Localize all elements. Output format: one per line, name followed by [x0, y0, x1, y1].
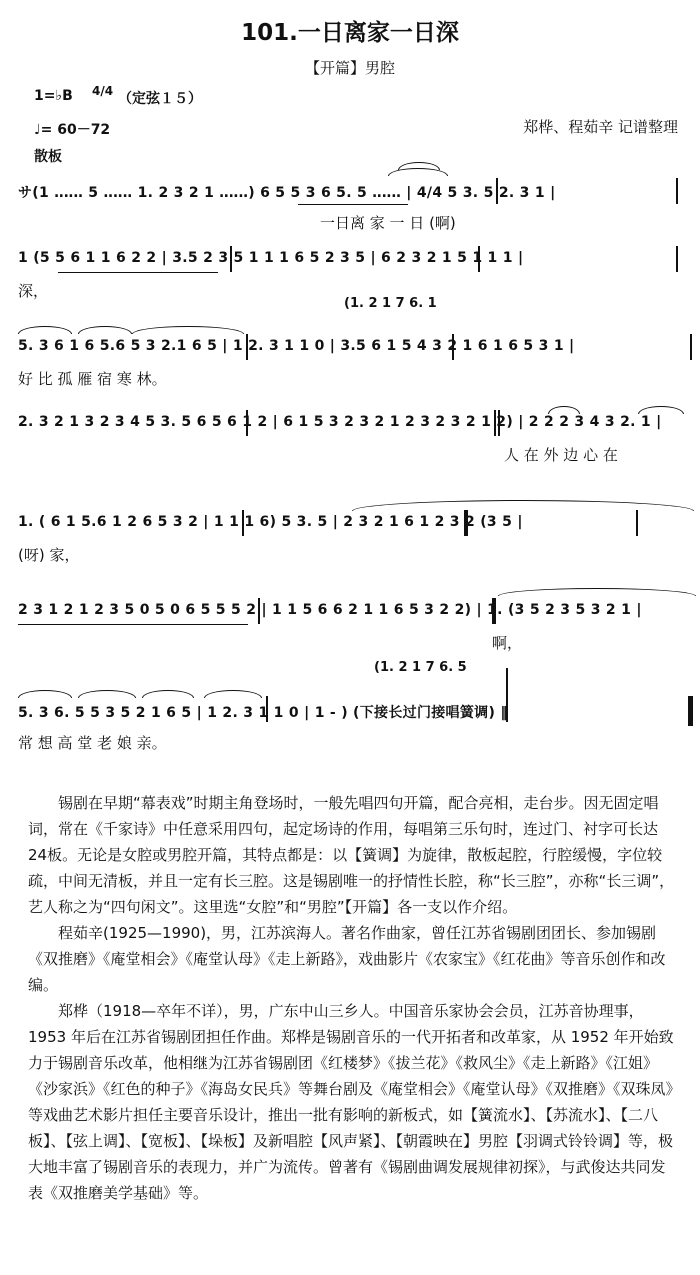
score-notes: 2 3 1 2 1 2 3 5 0 5 0 6 5 5 5 2 | 1 1 5 6 6 2 1 1 6 5 3 2 2) | 1. (3 5 2 3 5 3 2 1 | — [18, 602, 642, 618]
score-lyrics: 深， — [18, 282, 49, 300]
tempo: ♩= 60－72 — [34, 122, 111, 138]
score-notes: 1. ( 6 1 5.6 1 2 6 5 3 2 | 1 1 1 6) 5 3. 5 | 2 3 2 1 6 1 2 3 2 (3 5 | — [18, 514, 523, 530]
mode-label: 散板 — [34, 149, 62, 165]
paragraph-zheng: 郑桦（1918—卒年不详），男，广东中山三乡人。中国音乐家协会会员，江苏音协理事，1953 年后在江苏省锡剧团担任作曲。郑桦是锡剧音乐的一代开拓者和改革家，从 1952 年开始致力于锡剧音乐改革，他相继为江苏省锡剧团《红楼梦》《拔兰花》《救风尘》《走上新路》《江姐》《沙家浜》《红色的种子》《海岛女民兵》等舞台剧及《庵堂相会》《庵堂认母》《双推磨》《双珠凤》等戏曲艺术影片担任主要音乐设计，推出一批有影响的新板式，如【簧流水】、【苏流水】、【二八板】、【弦上调】、【宽板】、【垛板】及新唱腔【风声紧】、【朝霞映在】男腔【羽调式铃铃调】等，极大地丰富了锡剧音乐的表现力，并广为流传。曾著有《锡剧曲调发展规律初探》，与武俊达共同发表《双推磨美学基础》等。 — [28, 1002, 674, 1202]
time-signature: 4/4 — [92, 84, 114, 98]
commentary — [28, 790, 676, 1206]
page-title: 101.一日离家一日深 — [241, 20, 459, 46]
score-line-4 — [8, 396, 692, 484]
score-notes: 2. 3 2 1 3 2 3 4 5 3. 5 6 5 6 1 2 | 6 1 5 3 2 3 2 1 2 3 2 3 2 1 2) | 2 2 2 3 4 3 2. 1 | — [18, 414, 662, 430]
score-notes: 1 (5 5 6 1 1 6 2 2 | 3.5 2 3 5 1 1 1 6 5 2 3 5 | 6 2 3 2 1 5 1 1 1 | — [18, 250, 524, 266]
score-lyrics: (呀) 家， — [18, 546, 80, 564]
score-notes: 5. 3 6. 5 5 3 5 2 1 6 5 | 1 2. 3 1 1 0 | 1 - ) (下接长过门接唱簧调) ‖ — [18, 705, 508, 721]
key-signature: 1=♭B — [34, 88, 73, 104]
score-line-7 — [8, 660, 692, 752]
ossia: (1. 2 1 7 6. 1 — [344, 296, 437, 311]
score-lyrics: 一日离 家 一 日 (啊) — [320, 214, 456, 232]
score-lyrics: 啊， — [492, 634, 523, 652]
score-line-5 — [8, 496, 692, 584]
paragraph-cheng: 程茹辛(1925—1990)，男，江苏滨海人。著名作曲家，曾任江苏省锡剧团团长、参加锡剧《双推磨》《庵堂相会》《庵堂认母》《走上新路》，戏曲影片《农家宝》《红花曲》等音乐创作和改编。 — [28, 924, 666, 994]
score-notes: 5. 3 6 1 6 5.6 5 3 2.1 6 5 | 1 2. 3 1 1 0 | 3.5 6 1 5 4 3 2 1 6 1 6 5 3 1 | — [18, 338, 575, 354]
score-line-6 — [8, 584, 692, 672]
paragraph-intro: 锡剧在早期“幕表戏”时期主角登场时，一般先唱四句开篇，配合亮相，走台步。因无固定唱词，常在《千家诗》中任意采用四句，起定场诗的作用，每唱第三乐句时，连过门、衬字可长达24板。无论是女腔或男腔开篇，其特点都是：以【簧调】为旋律，散板起腔，行腔缓慢，字位较疏，中间无清板，并且一定有长三腔。这是锡剧唯一的抒情性长腔，称“长三腔”，亦称“长三调”，艺人称之为“四句闲文”。这里选“女腔”和“男腔”【开篇】各一支以作介绍。 — [28, 794, 675, 916]
score-lyrics: 常 想 高 堂 老 娘 亲。 — [18, 734, 167, 752]
subtitle: 【开篇】男腔 — [304, 59, 395, 77]
score-lyrics: 人 在 外 边 心 在 — [504, 446, 618, 464]
score-lyrics: 好 比 孤 雁 宿 寒 林。 — [18, 370, 167, 388]
score-line-3 — [8, 296, 692, 388]
credit: 郑桦、程茹辛 记谱整理 — [523, 118, 678, 136]
score-notes: サ(1 ‥‥‥ 5 ‥‥‥ 1. 2 3 2 1 ‥‥‥) 6 5 5 3 6 5. 5 ‥‥‥ | 4/4 5 3. 5 2. 3 1 | — [18, 185, 556, 201]
tuning: （定弦１５） — [118, 91, 202, 107]
ossia: (1. 2 1 7 6. 5 — [374, 660, 467, 675]
